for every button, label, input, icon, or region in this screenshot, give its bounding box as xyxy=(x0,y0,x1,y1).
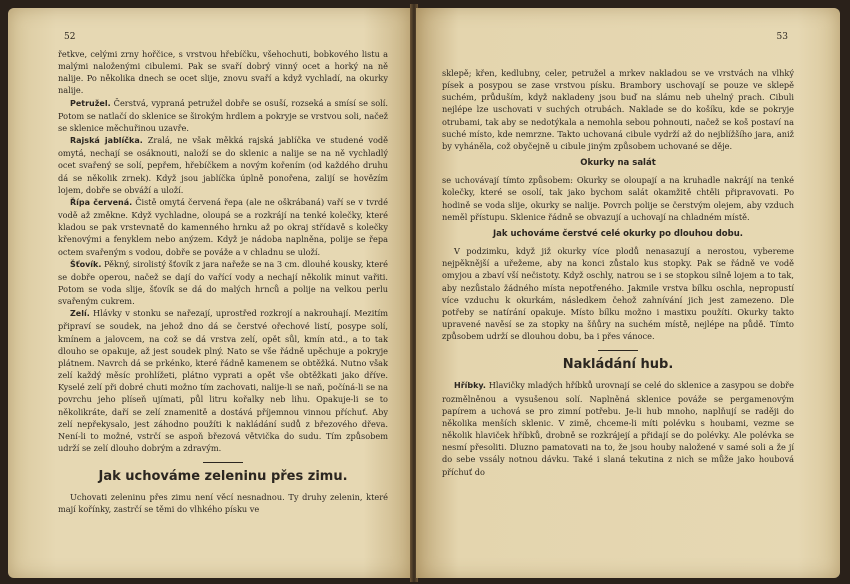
section-heading-zima: Jak uchováme zeleninu přes zimu. xyxy=(98,469,348,485)
paragraph-rajska-jablicka xyxy=(58,134,388,196)
paragraph-zeli xyxy=(58,307,388,454)
left-page xyxy=(8,8,412,578)
entry-text-zeli: Hlávky v stonku se nařezají, uprostřed rozkrojí a nakrouhají. Mezitím připraví se soudek, na jehož dno dá se čerstvé ořechové listí, posype solí, kmínem a jalovcem, na což se dá vrstva zelí, opět sůl, kmín atd., a to tak dlouho se opakuje, až jest soudek plný. Nato se vše řádně upěchuje a pokryje plátnem. Navrch dá se prkénko, které řádně kamenem se obtěžká. Nutno však zelí každý měsíc prohlížeti, plátno vyprati a opět vše obtěžkati jako dříve. Kyselé zelí při dobré chuti možno tím zachovati, nalije-li se naň, počíná-li se na povrchu jeho plíseň ujímati, půl litru kořalky neb lihu. Opakuje-li se to několikráte, daří se zelí znamenitě a dostává příjemnou vinnou příchuť. Aby zelí nepřekysalo, jest záhodno použíti k nakládání sudů z březového dřeva. Není-li to možné, vstrčí se aspoň březová větvička do sudu. Tím způsobem udrží se zelí dlouho dobrým a zdravým. xyxy=(58,308,388,453)
entry-title-ripa: Řípa červená. xyxy=(70,197,133,207)
paragraph-continued: řetkve, celými zrny hořčice, s vrstvou hřebíčku, všehochuti, bobkového listu a malými naloženými cibulemi. Pak se svaří dobrý vinný ocet a horký na ně nalije. Po několika dnech se ocet slije, znovu svaří a když vychladí, na okurky nalije. xyxy=(58,49,388,96)
page-number-left: 52 xyxy=(64,32,76,42)
paragraph-hribky xyxy=(442,379,794,477)
paragraph-stovik xyxy=(58,258,388,308)
entry-title-zeli: Zelí. xyxy=(70,309,90,319)
section-divider xyxy=(598,350,638,351)
section-heading-huby: Nakládání hub. xyxy=(562,357,674,373)
left-page-text xyxy=(58,48,388,516)
page-number-right: 53 xyxy=(776,32,788,42)
right-page-text xyxy=(442,67,794,478)
entry-title-petruzel: Petružel. xyxy=(70,98,111,108)
entry-text-stovik: Pěkný, sirolistý šťovík z jara nařeže se na 3 cm. dlouhé kousky, které se dobře operou, načež se dají do vařící vody a nechají několik minut vařiti. Potom se voda slije, šťovík se dá do malých hrnců a polije na velkou perlu svařeným cukrem. xyxy=(58,258,388,307)
entry-text-petruzel: Čerstvá, vypraná petružel dobře se osuší, rozseká a smísí se solí. Potom se natlačí do sklenice se širokým hrdlem a pokryje se vrstvou soli, načež se sklenice měchuřinou uzavře. xyxy=(58,97,388,133)
section-heading-cerstve-okurky: Jak uchováme čerstvé celé okurky po dlouhou dobu. xyxy=(492,228,744,239)
entry-text-rajska-jablicka: Zralá, ne však měkká rajská jablíčka ve studené vodě omytá, nechají se osáknouti, naloží se do sklenic a nalije se na ně vychladlý ocet svařený se solí, pepřem, hřebíčkem a novým kořením (od každého druhu dá se několik zrnek). Když jsou jablíčka úplně ponořena, zalijí se hovězím lojem, dobře se obváží a uloží. xyxy=(58,135,388,195)
entry-title-rajska-jablicka: Rajská jablíčka. xyxy=(70,136,143,146)
section-divider xyxy=(203,462,243,463)
paragraph-ripa xyxy=(58,196,388,258)
paragraph-okurky-salat: se uchovávají tímto způsobem: Okurky se oloupají a na kruhadle nakrájí na tenké kolečky, které se osolí, tak jako bychom salát okamžitě chtěli připravovati. Po hodině se voda slije, okurky se nalije. Povrch polije se čerstvým olejem, aby vzduch neměl přístupu. Sklenice řádně se obvazují a uchovají na chladném místě. xyxy=(442,175,794,222)
paragraph-petruzel xyxy=(58,97,388,134)
entry-text-hribky: Hlavičky mladých hříbků urovnají se celé do sklenice a zasypou se dobře rozmělněnou a vysušenou solí. Naplněná sklenice pováže se pergamenovým papírem a uchová se pro zimní potřebu. Je-li hub mnoho, naplňují se raději do několika menších sklenic. V zimě, chceme-li míti polévku s houbami, vezme se několik hlaviček hříbků, drobně se rozkrájejí a přidají se do polévky. Ale polévka se nesmí přesoliti. Dluzno pamatovati na to, že jsou houby naložené v samé soli a že jí do sebe vssály notnou dávku. Také i slaná tekutina z nich se může jako houbová příchuť do xyxy=(442,380,794,477)
right-page xyxy=(416,8,840,578)
paragraph-zima: Uchovati zeleninu přes zimu není věcí nesnadnou. Ty druhy zelenin, které mají kořínky, zastrčí se těmi do vlhkého písku ve xyxy=(58,492,388,515)
paragraph-cerstve-okurky: V podzimku, když již okurky více plodů nenasazují a nerostou, vybereme nejpěknější a uřežeme, aby na konci zůstalo kus stopky. Pak se řádně ve vodě omyjou a zbaví vší nečistoty. Když oschly, natrou se i se stopkou silně lojem a to tak, aby nezůstalo žádného místa nepotřeného. Jakmile vrstva bílku oschla, nepropustí více vzduchu k okurkám, následkem čehož zahnívání jich jest zamezeno. Dle potřeby se natírání opakuje. Místo bílku možno i mastixu použíti. Okurky takto upravené navěsí se za stopky na šňůry na suchém místě, nejlépe na půdě. Tímto způsobem udrží se dlouhou dobu, ba i přes vánoce. xyxy=(442,246,794,342)
paragraph-sklepe: sklepě; křen, kedlubny, celer, petružel a mrkev nakladou se ve vrstvách na vlhký písek a posypou se zase vrstvou písku. Brambory uschovají se pouze ve sklepě suchém, průduším, když nakladeny jsou buď na slámu neb uhelný prach. Cibuli nejlépe lze uschovati v suchých otrubách. Naklade se do košíku, kde se pokryje otrubami, tak aby se nedotýkala a nemohla sebou pohnouti, načež se koš postaví na suché místo, kde nemrzne. Takto uchovaná cibule vydrží až do nejblížšího jara, aniž by vyháněla, což obyčejně u cibule jiným způsobem uchované se děje. xyxy=(442,68,794,151)
entry-text-ripa: Čistě omytá červená řepa (ale ne oškrábaná) vaří se v tvrdé vodě až změkne. Když vychladne, oloupá se a rozkrájí na tenké kolečky, které kladou se pak vrstevnatě do kamenného hrnku až po okraj střídavě s kolečky křenovými a fenyklem nebo anýzem. Když je nádoba naplněna, polije se řepa octem svařeným s vodou, dobře se pováže a v chladnu se uloží. xyxy=(58,196,388,257)
section-heading-okurky-salat: Okurky na salát xyxy=(580,158,656,169)
entry-title-stovik: Šťovík. xyxy=(70,259,102,269)
entry-title-hribky: Hříbky. xyxy=(454,381,486,391)
